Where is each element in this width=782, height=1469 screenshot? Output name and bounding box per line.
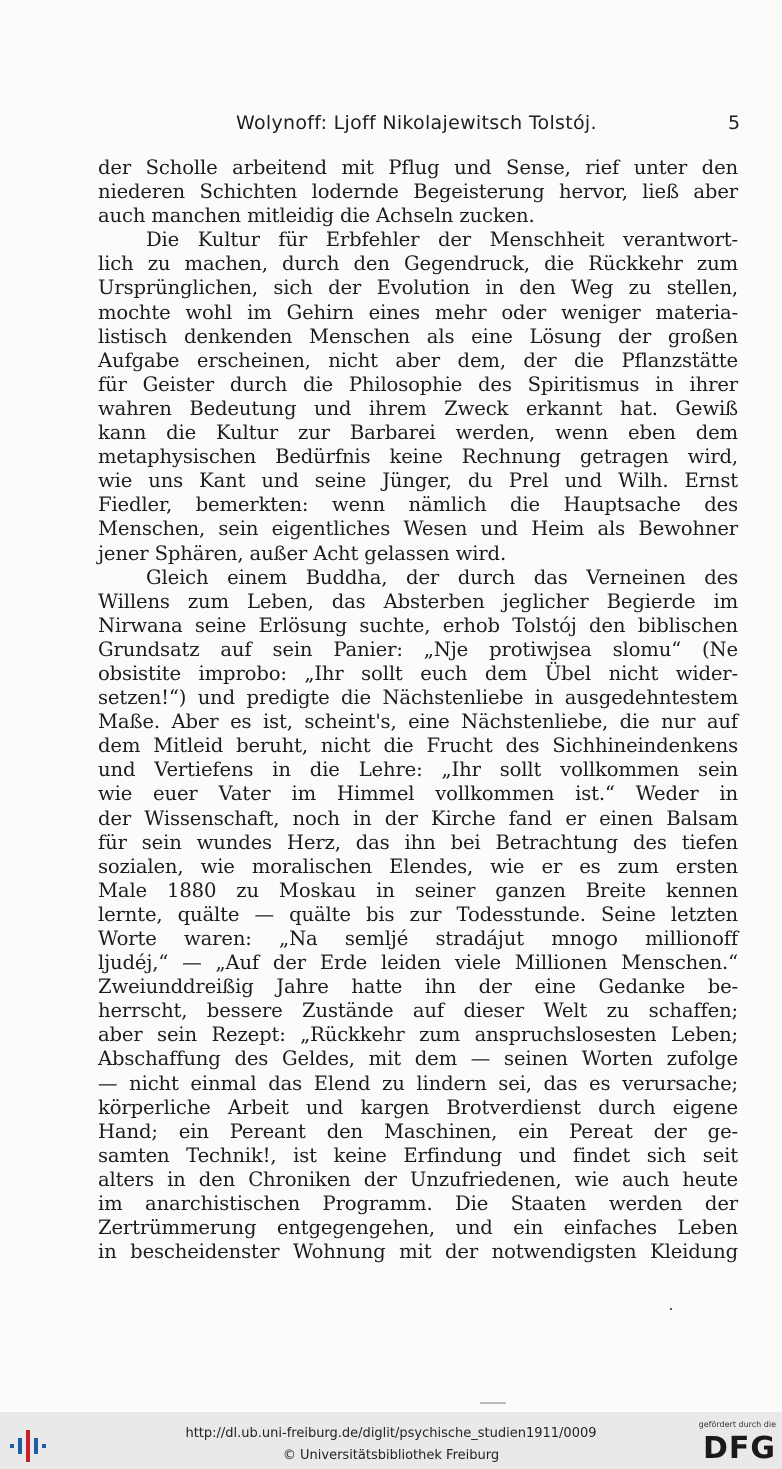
text-line: herrscht, bessere Zustände auf dieser Welt zu schaffen; (98, 999, 738, 1023)
text-line: setzen!“) und predigte die Nächstenliebe in ausgedehntestem (98, 686, 738, 710)
text-line: kann die Kultur zur Barbarei werden, wenn eben dem (98, 421, 738, 445)
dfg-logo: DFG (702, 1431, 776, 1466)
text-line: der Wissenschaft, noch in der Kirche fand er einen Balsam (98, 806, 738, 830)
text-line: Aufgabe erscheinen, nicht aber dem, der die Pflanzstätte (98, 348, 738, 372)
body-text (98, 156, 738, 1264)
text-line: Die Kultur für Erbfehler der Menschheit verantwort- (146, 228, 738, 252)
text-line: Male 1880 zu Moskau in seiner ganzen Breite kennen (98, 878, 738, 902)
text-line: Abschaffung des Geldes, mit dem — seinen Worten zufolge (98, 1047, 738, 1071)
text-line: Gleich einem Buddha, der durch das Verneinen des (146, 565, 738, 589)
copyright-notice: © Universitätsbibliothek Freiburg (282, 1448, 500, 1463)
text-line: listisch denkenden Menschen als eine Lösung der großen (98, 324, 738, 348)
text-line: Grundsatz auf sein Panier: „Nje protiwjsea slomu“ (Ne (98, 637, 738, 661)
text-line: Zertrümmerung entgegengehen, und ein einfaches Leben (98, 1216, 738, 1240)
funding-note: gefördert durch die (698, 1420, 776, 1429)
text-line: wahren Bedeutung und ihrem Zweck erkannt hat. Gewiß (98, 396, 738, 420)
text-line: lich zu machen, durch den Gegendruck, die Rückkehr zum (98, 252, 738, 276)
text-line: ljudéj,“ — „Auf der Erde leiden viele Millionen Menschen.“ (98, 951, 738, 975)
text-line: samten Technik!, ist keine Erfindung und findet sich seit (98, 1143, 738, 1167)
text-line: wie uns Kant und seine Jünger, du Prel und Wilh. Ernst (98, 469, 738, 493)
text-line: Hand; ein Pereant den Maschinen, ein Pereat der ge- (98, 1119, 738, 1143)
text-line: lernte, quälte — quälte bis zur Todesstunde. Seine letzten (98, 902, 738, 926)
viewer-footer (0, 1412, 782, 1469)
text-line: metaphysischen Bedürfnis keine Rechnung getragen wird, (98, 445, 738, 469)
text-line: aber sein Rezept: „Rückkehr zum anspruchslosesten Leben; (98, 1023, 738, 1047)
text-line: sozialen, wie moralischen Elendes, wie er es zum ersten (98, 854, 738, 878)
text-line: wie euer Vater im Himmel vollkommen ist.“ Weder in (98, 782, 738, 806)
text-line: für sein wundes Herz, das ihn bei Betrachtung des tiefen (98, 830, 738, 854)
text-line: Nirwana seine Erlösung suchte, erhob Tolstój den biblischen (98, 613, 738, 637)
text-line: Willens zum Leben, das Absterben jeglicher Begierde im (98, 589, 738, 613)
text-line: in bescheidenster Wohnung mit der notwendigsten Kleidung (98, 1240, 738, 1264)
text-line: alters in den Chroniken der Unzufriedenen, wie auch heute (98, 1167, 738, 1191)
text-line: Worte waren: „Na semljé stradájut mnogo millionoff (98, 927, 738, 950)
page-number: 5 (728, 112, 741, 134)
scan-dash (480, 1402, 506, 1404)
text-line: dem Mitleid beruht, nicht die Frucht des Sichhineindenkens (98, 734, 738, 758)
text-line: und Vertiefens in die Lehre: „Ihr sollt vollkommen sein (98, 758, 738, 782)
text-line: obsistite improbo: „Ihr sollt euch dem Übel nicht wider- (98, 661, 738, 685)
text-line: Ursprünglichen, sich der Evolution in den Weg zu stellen, (98, 276, 738, 300)
running-title: Wolynoff: Ljoff Nikolajewitsch Tolstój. (236, 112, 597, 134)
text-line: jener Sphären, außer Acht gelassen wird. (98, 541, 507, 565)
text-line: — nicht einmal das Elend zu lindern sei, das es verursache; (98, 1071, 738, 1095)
text-line: für Geister durch die Philosophie des Spiritismus in ihrer (98, 372, 738, 396)
text-line: körperliche Arbeit und kargen Brotverdienst durch eigene (98, 1095, 738, 1119)
text-line: Fiedler, bemerkten: wenn nämlich die Hauptsache des (98, 493, 738, 517)
text-line: auch manchen mitleidig die Achseln zucken. (98, 204, 535, 228)
source-url-link[interactable]: http://dl.ub.uni-freiburg.de/diglit/psychische_studien1911/0009 (185, 1426, 597, 1441)
text-line: im anarchistischen Programm. Die Staaten werden der (98, 1192, 738, 1216)
text-line: Maße. Aber es ist, scheint's, eine Nächstenliebe, die nur auf (98, 710, 738, 734)
text-line: Zweiunddreißig Jahre hatte ihn der eine Gedanke be- (98, 975, 738, 999)
text-line: niederen Schichten lodernde Begeisterung hervor, ließ aber (98, 180, 738, 204)
text-line: mochte wohl im Gehirn eines mehr oder weniger materia- (98, 300, 738, 324)
scan-speck (670, 1308, 672, 1310)
text-line: der Scholle arbeitend mit Pflug und Sense, rief unter den (98, 156, 738, 179)
text-line: Menschen, sein eigentliches Wesen und Heim als Bewohner (98, 517, 738, 541)
